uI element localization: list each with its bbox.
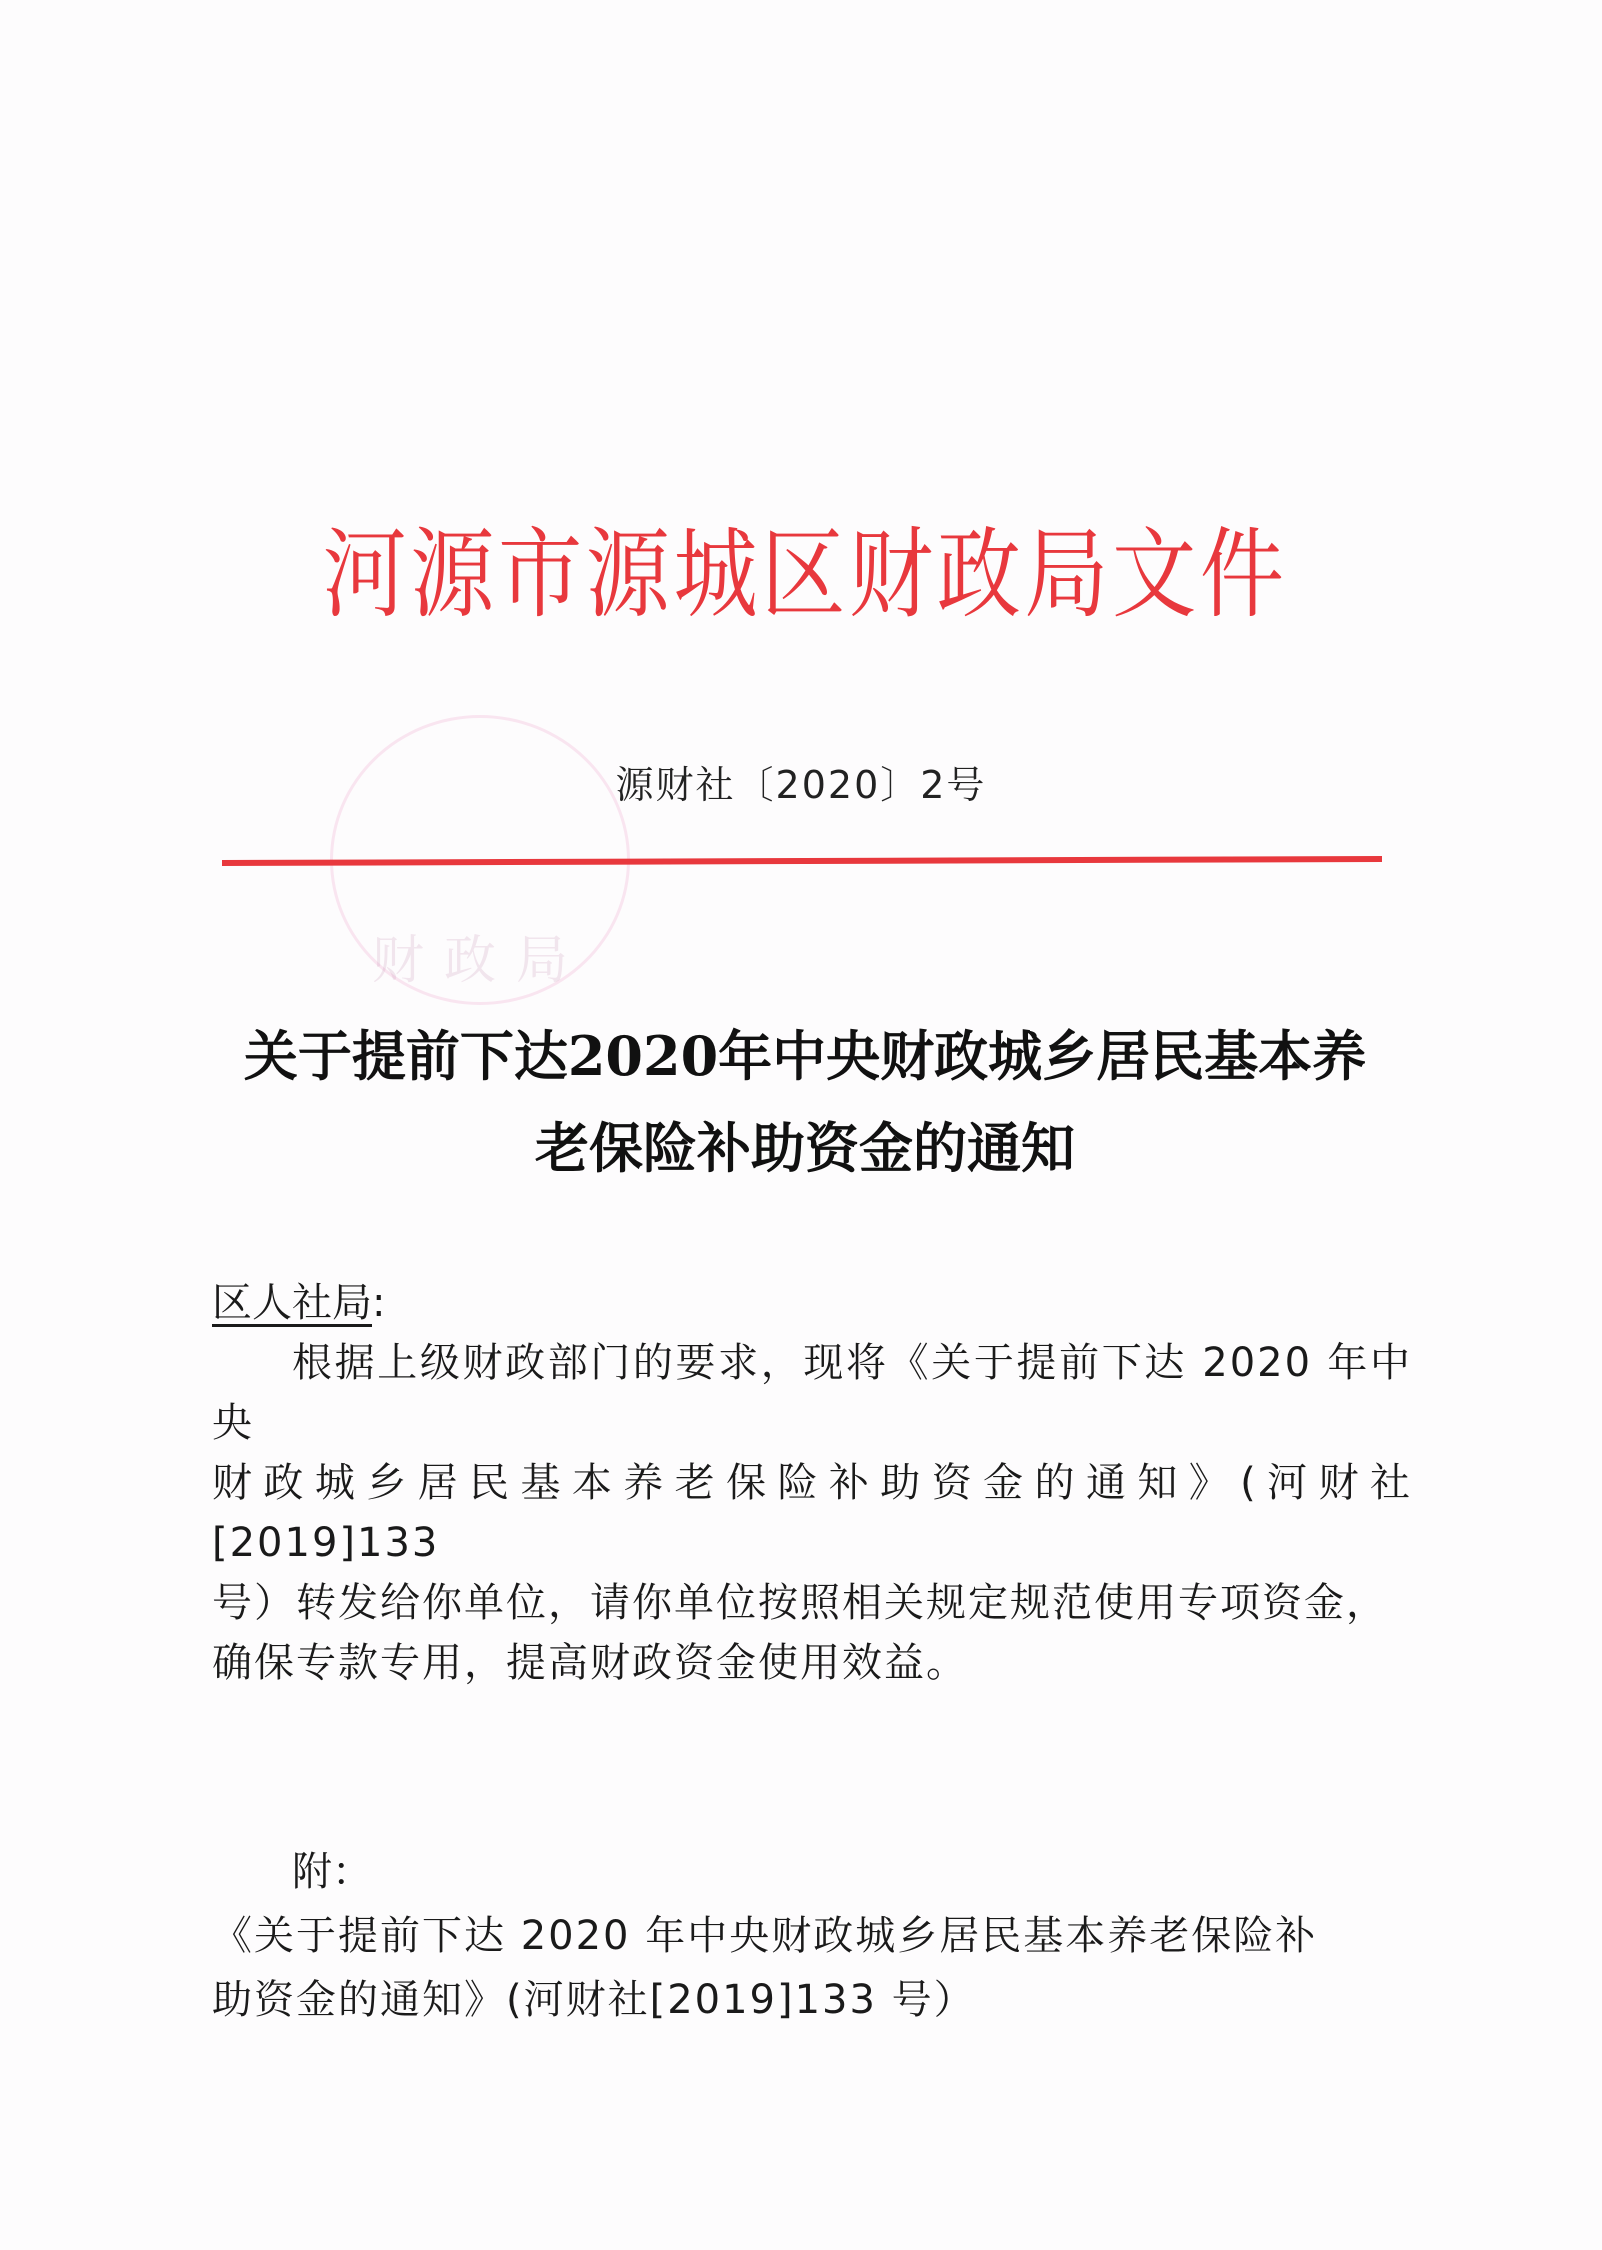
document-title: [200, 1010, 1410, 1194]
addressee-colon: :: [372, 1280, 386, 1326]
body-line: 确保专款专用，提高财政资金使用效益。: [212, 1640, 968, 1686]
body-line: 财政城乡居民基本养老保险补助资金的通知》(河财社[2019]133: [212, 1460, 1412, 1566]
appendix-label: 附：: [292, 1849, 372, 1895]
appendix-line: 助资金的通知》(河财社[2019]133 号）: [212, 1977, 976, 2023]
addressee: [212, 1273, 1412, 1333]
appendix-line: 《关于提前下达 2020 年中央财政城乡居民基本养老保险补: [212, 1913, 1318, 1959]
appendix: [212, 1840, 1412, 2032]
body-paragraph: [212, 1333, 1412, 1693]
body-line: 号）转发给你单位，请你单位按照相关规定规范使用专项资金，: [212, 1580, 1388, 1626]
body-line: 根据上级财政部门的要求，现将《关于提前下达 2020 年中央: [212, 1340, 1412, 1446]
seal-text: 财政局: [371, 931, 588, 991]
issuer-title: 河源市源城区财政局文件: [322, 518, 1288, 632]
document-title-line-2: 老保险补助资金的通知: [535, 1116, 1075, 1180]
document-number: 源财社〔2020〕2号: [615, 763, 987, 807]
document-body: [212, 1273, 1412, 1693]
addressee-name: 区人社局: [212, 1280, 372, 1326]
document-title-line-1: 关于提前下达2020年中央财政城乡居民基本养: [243, 1024, 1367, 1088]
